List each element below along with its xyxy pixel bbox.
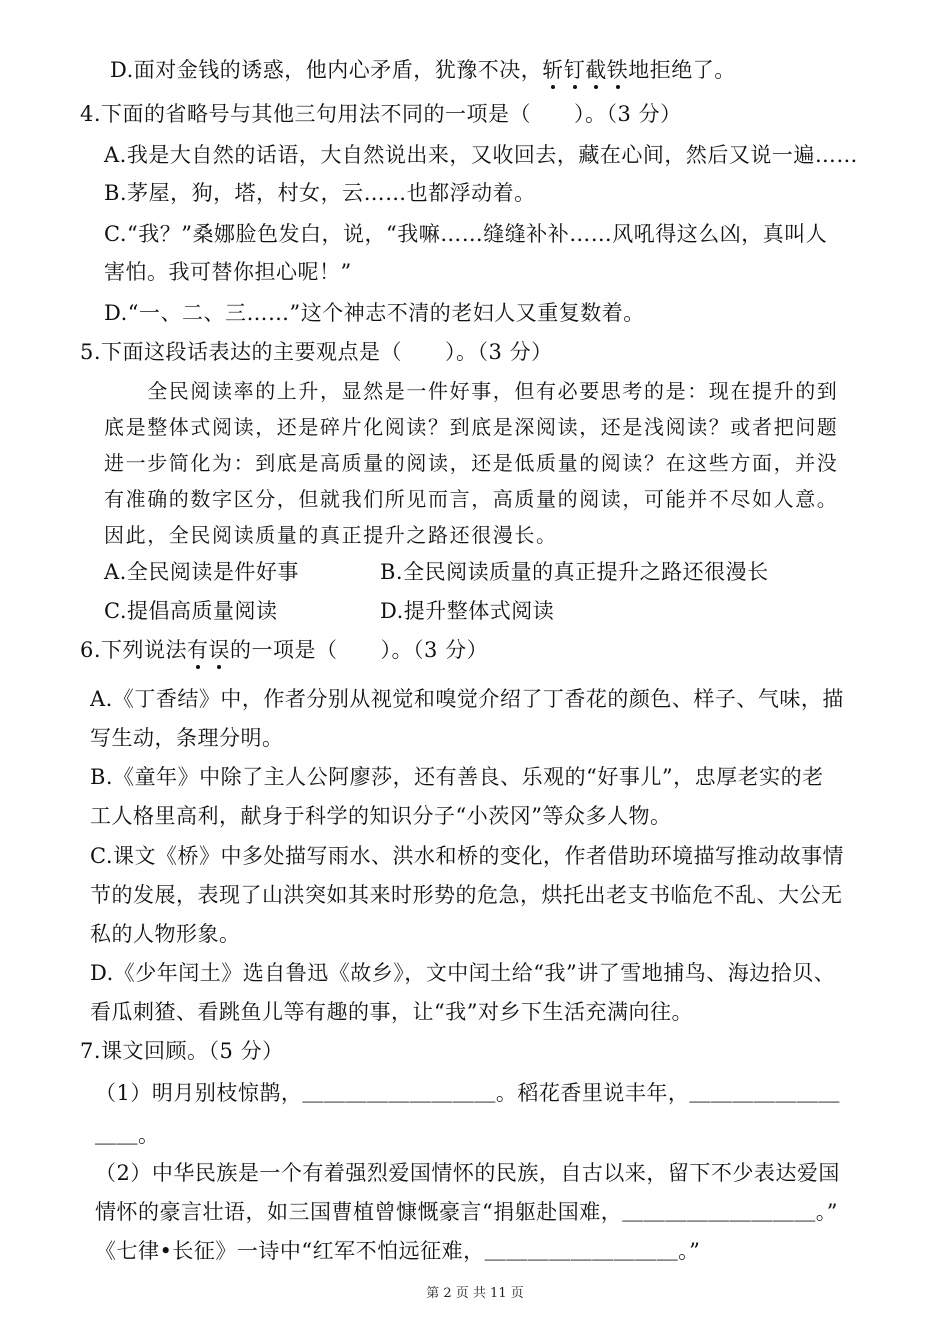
q3-option-d bbox=[110, 55, 736, 85]
q6-option-a-line1: A.《丁香结》中，作者分别从视觉和嗅觉介绍了丁香花的颜色、样子、气味，描 bbox=[90, 687, 844, 711]
q7-item2-line2: 情怀的豪言壮语，如三国曹植曾慷慨豪言“捐躯赴国难，＿＿＿＿＿＿＿＿＿。” bbox=[95, 1200, 838, 1224]
q5-option-a: A.全民阅读是件好事 bbox=[104, 560, 299, 584]
emphasis-char: 误 bbox=[208, 638, 231, 662]
emphasis-char: 钉 bbox=[563, 58, 586, 82]
q5-passage-line: 底是整体式阅读，还是碎片化阅读？到底是深阅读，还是浅阅读？或者把问题 bbox=[104, 415, 839, 439]
emphasis-char: 斩 bbox=[542, 58, 564, 82]
q6-stem-prefix: 6.下列说法 bbox=[80, 638, 188, 662]
emphasis-char: 截 bbox=[585, 58, 607, 82]
q5-passage-line: 全民阅读率的上升，显然是一件好事，但有必要思考的是：现在提升的到 bbox=[104, 379, 839, 403]
emphasis-char: 有 bbox=[187, 638, 209, 662]
q6-option-d-line2: 看瓜刺猹、看跳鱼儿等有趣的事，让“我”对乡下生活充满向往。 bbox=[90, 1000, 693, 1024]
q6-option-a-line2: 写生动，条理分明。 bbox=[90, 726, 284, 750]
q5-option-b: B.全民阅读质量的真正提升之路还很漫长 bbox=[380, 560, 769, 584]
q6-option-c-line3: 私的人物形象。 bbox=[90, 922, 241, 946]
page-number: 第 2 页 共 11 页 bbox=[426, 1286, 524, 1301]
q6-option-b-line2: 工人格里高利，献身于科学的知识分子“小茨冈”等众多人物。 bbox=[90, 804, 672, 828]
q3-option-d-prefix: D.面对金钱的诱惑，他内心矛盾，犹豫不决， bbox=[110, 58, 543, 82]
q6-stem-suffix: 的一项是（ ）。（3 分） bbox=[230, 638, 489, 662]
q7-item2-line1: （2）中华民族是一个有着强烈爱国情怀的民族，自古以来，留下不少表达爱国 bbox=[95, 1161, 840, 1185]
q5-passage-line: 进一步简化为：到底是高质量的阅读，还是低质量的阅读？在这些方面，并没 bbox=[104, 451, 839, 475]
q7-stem: 7.课文回顾。（5 分） bbox=[80, 1039, 284, 1063]
q6-option-b-line1: B.《童年》中除了主人公阿廖莎，还有善良、乐观的“好事儿”，忠厚老实的老 bbox=[90, 765, 824, 789]
q4-option-c-line1: C.“我？”桑娜脸色发白，说，“我嘛……缝缝补补……风吼得这么凶，真叫人 bbox=[104, 222, 828, 246]
q5-passage-line: 因此，全民阅读质量的真正提升之路还很漫长。 bbox=[104, 523, 558, 547]
q7-item1-line2: ＿＿。 bbox=[95, 1123, 160, 1147]
q5-stem: 5.下面这段话表达的主要观点是（ ）。（3 分） bbox=[80, 340, 553, 364]
q5-option-d: D.提升整体式阅读 bbox=[380, 599, 555, 623]
q7-item2-line3: 《七律•长征》一诗中“红军不怕远征难，＿＿＿＿＿＿＿＿＿。” bbox=[95, 1239, 701, 1263]
q6-option-c-line1: C.课文《桥》中多处描写雨水、洪水和桥的变化，作者借助环境描写推动故事情 bbox=[90, 844, 844, 868]
q3-option-d-suffix: 地拒绝了。 bbox=[628, 58, 736, 82]
q4-option-c-line2: 害怕。我可替你担心呢！” bbox=[104, 260, 352, 284]
q6-option-c-line2: 节的发展，表现了山洪突如其来时形势的危急，烘托出老支书临危不乱、大公无 bbox=[90, 883, 843, 907]
q6-option-d-line1: D.《少年闰土》选自鲁迅《故乡》，文中闰土给“我”讲了雪地捕鸟、海边拾贝、 bbox=[90, 961, 836, 985]
q5-passage-line: 有准确的数字区分，但就我们所见而言，高质量的阅读，可能并不尽如人意。 bbox=[104, 487, 839, 511]
q5-option-c: C.提倡高质量阅读 bbox=[104, 599, 278, 623]
emphasis-char: 铁 bbox=[606, 58, 629, 82]
q4-stem: 4.下面的省略号与其他三句用法不同的一项是（ ）。（3 分） bbox=[80, 102, 682, 126]
q6-stem bbox=[80, 635, 488, 665]
q4-option-d: D.“一、二、三……”这个神志不清的老妇人又重复数着。 bbox=[104, 301, 645, 325]
q7-item1-line1: （1）明月别枝惊鹊，＿＿＿＿＿＿＿＿＿。稻花香里说丰年，＿＿＿＿＿＿＿ bbox=[95, 1081, 840, 1105]
q4-option-a: A.我是大自然的话语，大自然说出来，又收回去，藏在心间，然后又说一遍…… bbox=[104, 143, 858, 167]
q4-option-b: B.茅屋，狗，塔，村女，云……也都浮动着。 bbox=[104, 181, 536, 205]
